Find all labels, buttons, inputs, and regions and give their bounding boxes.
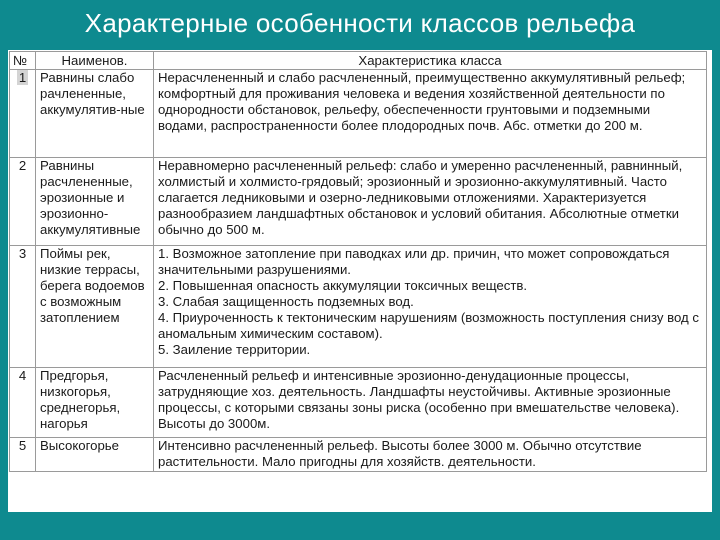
description-line: 2. Повышенная опасность аккумуляции токсичных веществ. <box>158 278 528 293</box>
header-name: Наименов. <box>36 52 154 70</box>
description-line: 3. Слабая защищенность подземных вод. <box>158 294 414 309</box>
row-name: Равнины расчлененные, эрозионные и эрозионно-аккумулятивные <box>36 158 154 246</box>
row-name: Поймы рек, низкие террасы, берега водоемов с возможным затоплением <box>36 246 154 368</box>
description-line: 4. Приуроченность к тектоническим нарушениям (возможность поступления снизу вод с аномальным химическим составом). <box>158 310 699 341</box>
relief-classes-table <box>9 51 707 472</box>
row-description: Нерасчлененный и слабо расчлененный, преимущественно аккумулятивный рельеф; комфортный для проживания человека и ведения хозяйственной деятельности по однородности обстановок, рельефу, обеспеченности грунтовыми и подземными водами, распространенности более плодородных почв. Абс. отметки до 200 м. <box>154 70 707 158</box>
table-row <box>10 246 707 368</box>
row-number-highlight: 1 <box>18 70 27 85</box>
table-header-row <box>10 52 707 70</box>
table-row <box>10 368 707 438</box>
row-number: 2 <box>10 158 36 246</box>
description-line: 5. Заиление территории. <box>158 342 311 357</box>
row-name: Высокогорье <box>36 438 154 472</box>
row-name: Предгорья, низкогорья, среднегорья, нагорья <box>36 368 154 438</box>
header-number: № <box>10 52 36 70</box>
row-number: 5 <box>10 438 36 472</box>
document-sheet <box>8 50 712 512</box>
description-line: 1. Возможное затопление при паводках или др. причин, что может сопровождаться значительными разрушениями. <box>158 246 670 277</box>
row-description: Расчлененный рельеф и интенсивные эрозионно-денудационные процессы, затрудняющие хоз. деятельность. Ландшафты неустойчивы. Активные эрозионные процессы, с которыми связаны зоны риска (особенно при вмешательстве человека). Высоты до 3000м. <box>154 368 707 438</box>
table-row <box>10 438 707 472</box>
table-row <box>10 70 707 158</box>
row-number <box>10 70 36 158</box>
row-description: Интенсивно расчлененный рельеф. Высоты более 3000 м. Обычно отсутствие растительности. Мало пригодны для хозяйств. деятельности. <box>154 438 707 472</box>
table-row <box>10 158 707 246</box>
row-description: Неравномерно расчлененный рельеф: слабо и умеренно расчлененный, равнинный, холмистый и холмисто-грядовый; эрозионный и эрозионно-аккумулятивный. Часто слагается ледниковыми и озерно-ледниковыми отложениями. Характеризуется разнообразием ландшафтных обстановок и условий обитания. Абсолютные отметки обычно до 500 м. <box>154 158 707 246</box>
row-number: 3 <box>10 246 36 368</box>
row-description <box>154 246 707 368</box>
row-name: Равнины слабо рачлененные, аккумулятив-ные <box>36 70 154 158</box>
slide-title: Характерные особенности классов рельефа <box>84 8 636 38</box>
row-number: 4 <box>10 368 36 438</box>
header-description: Характеристика класса <box>154 52 707 70</box>
